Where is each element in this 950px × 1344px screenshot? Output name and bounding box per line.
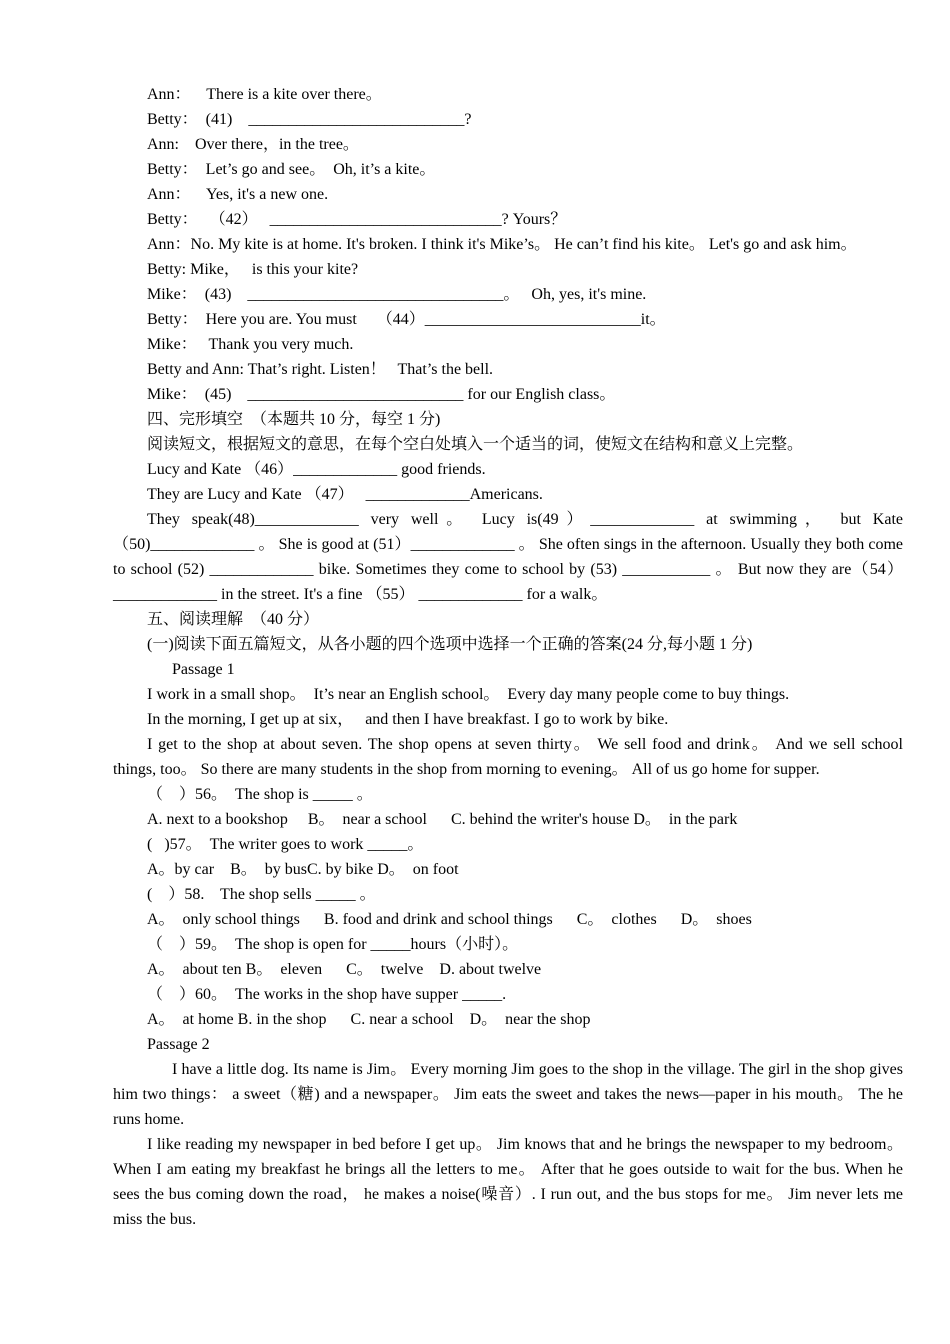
dialogue-line-mike-45: Mike： (45) ___________________________ for our English class。 bbox=[147, 386, 616, 403]
dialogue-line-betty-44: Betty： Here you are. You must （44）___________________________it。 bbox=[147, 311, 666, 328]
dialogue-line-betty-42: Betty： （42） _____________________________? Yours？ bbox=[147, 211, 567, 228]
dialogue-line-mike-2: Mike： Thank you very much. bbox=[147, 336, 354, 353]
dialogue-line-betty-ann: Betty and Ann: That’s right. Listen！ That’s the bell. bbox=[147, 361, 494, 378]
section-5-instruction: (一)阅读下面五篇短文，从各小题的四个选项中选择一个正确的答案(24 分,每小题 1 分) bbox=[147, 636, 753, 653]
dialogue-line-betty-3: Betty: Mike， is this your kite? bbox=[147, 261, 359, 278]
question-57: ( )57。 The writer goes to work _____。 bbox=[147, 836, 424, 853]
passage-2-title: Passage 2 bbox=[147, 1036, 210, 1053]
passage-1-title: Passage 1 bbox=[172, 661, 235, 678]
section-5-heading: 五、阅读理解 （40 分） bbox=[147, 611, 320, 628]
cloze-paragraph: They speak(48)_____________ very well。 Lucy is(49）_____________ at swimming， but Kate （50)_____________ 。 She is good at (51）_____________ 。 She often sings in the afternoon. Usually they both come to school (52) _____________ bike. Sometimes they come to school by (53) ___________ 。 But now they are（54） _____________ in the street. It's a fine （55） _____________ for a walk。 bbox=[113, 511, 903, 603]
dialogue-line-betty-2: Betty： Let’s go and see。 Oh, it’s a kite。 bbox=[147, 161, 436, 178]
passage-1-paragraph: I get to the shop at about seven. The shop opens at seven thirty。 We sell food and drink。 And we sell school things, too。 So there are many students in the shop from morning to evening。 All of us go home for supper. bbox=[113, 736, 903, 778]
document-body bbox=[113, 82, 903, 1232]
passage-2-paragraph-1: I have a little dog. Its name is Jim。 Every morning Jim goes to the shop in the village. The girl in the shop gives him two things： a sweet（糖) and a newspaper。 Jim eats the sweet and takes the news—paper in his mouth。 The he runs home. bbox=[113, 1061, 904, 1128]
passage-1-line: In the morning, I get up at six， and then I have breakfast. I go to work by bike. bbox=[147, 711, 669, 728]
question-59: （ ）59。 The shop is open for _____hours（小时）。 bbox=[147, 936, 519, 953]
passage-2-paragraph-2: I like reading my newspaper in bed before I get up。 Jim knows that and he brings the newspaper to my bedroom。 When I am eating my breakfast he brings all the letters to me。 After that he goes outside to wait for the bus. When he sees the bus coming down the road， he makes a noise(噪音）. I run out, and the bus stops for me。 Jim never lets me miss the bus. bbox=[113, 1136, 903, 1228]
question-56-options: A. next to a bookshop B。 near a school C. behind the writer's house D。 in the park bbox=[147, 811, 738, 828]
section-4-heading: 四、完形填空 （本题共 10 分，每空 1 分) bbox=[147, 411, 441, 428]
cloze-line-47: They are Lucy and Kate （47） _____________Americans. bbox=[147, 486, 543, 503]
dialogue-line-ann-3: Ann： Yes, it's a new one. bbox=[147, 186, 329, 203]
dialogue-line-mike-43: Mike： (43) ________________________________。 Oh, yes, it's mine. bbox=[147, 286, 647, 303]
section-4-instruction: 阅读短文，根据短文的意思，在每个空白处填入一个适当的词，使短文在结构和意义上完整。 bbox=[147, 436, 804, 453]
question-60-options: A。 at home B. in the shop C. near a school D。 near the shop bbox=[147, 1011, 591, 1028]
question-56: （ ）56。 The shop is _____ 。 bbox=[147, 786, 373, 803]
cloze-line-46: Lucy and Kate （46）_____________ good friends. bbox=[147, 461, 486, 478]
question-58-options: A。 only school things B. food and drink and school things C。 clothes D。 shoes bbox=[147, 911, 752, 928]
dialogue-paragraph-ann: Ann：No. My kite is at home. It's broken. I think it's Mike’s。 He can’t find his kite。 Let's go and ask him。 bbox=[147, 236, 857, 253]
question-59-options: A。 about ten B。 eleven C。 twelve D. about twelve bbox=[147, 961, 542, 978]
dialogue-line-ann-1: Ann： There is a kite over there。 bbox=[147, 86, 382, 103]
question-57-options: A。by car B。 by busC. by bike D。 on foot bbox=[147, 861, 459, 878]
dialogue-line-ann-2: Ann: Over there，in the tree。 bbox=[147, 136, 359, 153]
question-60: （ ）60。 The works in the shop have supper _____. bbox=[147, 986, 507, 1003]
question-58: ( ）58. The shop sells _____ 。 bbox=[147, 886, 376, 903]
passage-1-line: I work in a small shop。 It’s near an English school。 Every day many people come to buy things. bbox=[147, 686, 790, 703]
dialogue-line-betty-41: Betty： (41) ___________________________? bbox=[147, 111, 472, 128]
